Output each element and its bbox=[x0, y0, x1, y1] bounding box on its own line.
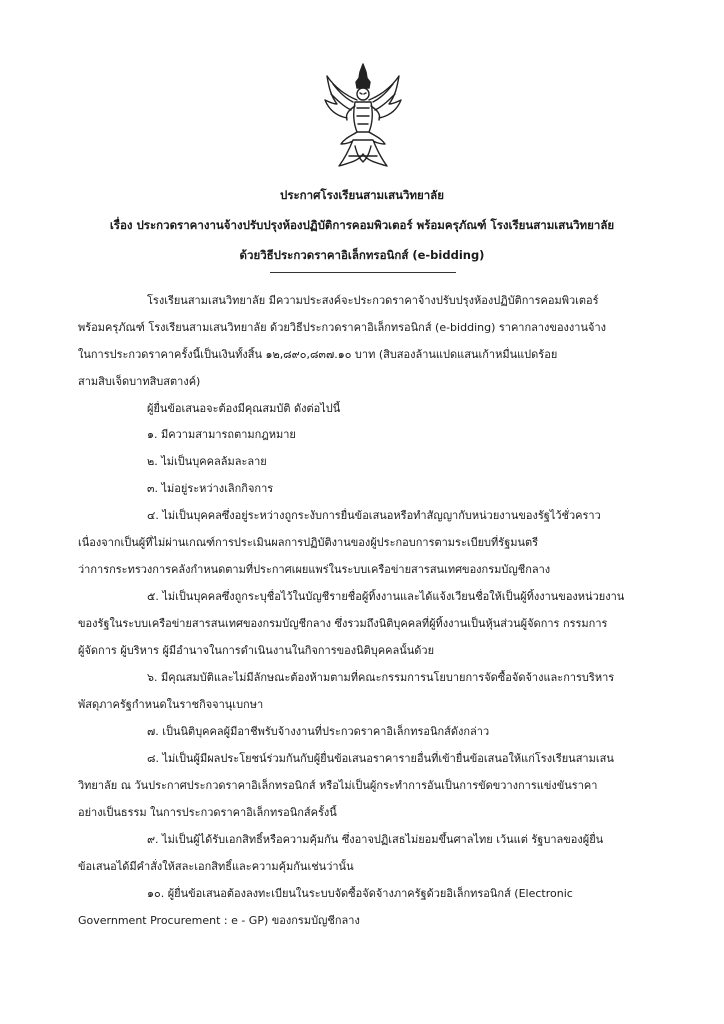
list-item: ๕. ไม่เป็นบุคคลซึ่งถูกระบุชื่อไว้ในบัญชีรายชื่อผู้ทิ้งงานและได้แจ้งเวียนชื่อให้เป็นผู้ทิ้งงานของหน่วยงาน bbox=[147, 590, 625, 603]
list-item: ๔. ไม่เป็นบุคคลซึ่งอยู่ระหว่างถูกระงับการยื่นข้อเสนอหรือทำสัญญากับหน่วยงานของรัฐไว้ชั่วคราว bbox=[147, 509, 601, 522]
list-item: ๓. ไม่อยู่ระหว่างเลิกกิจการ bbox=[147, 482, 274, 495]
body-line: สามสิบเจ็ดบาทสิบสตางค์) bbox=[78, 375, 201, 388]
subject-line: เรื่อง ประกวดราคางานจ้างปรับปรุงห้องปฏิบัติการคอมพิวเตอร์ พร้อมครุภัณฑ์ โรงเรียนสามเสนวิทยาลัย bbox=[109, 218, 615, 232]
body-line: ข้อเสนอได้มีคำสั่งให้สละเอกสิทธิ์และความคุ้มกันเช่นว่านั้น bbox=[78, 860, 354, 873]
body-line: ในการประกวดราคาครั้งนี้เป็นเงินทั้งสิ้น ๑๒,๘๙๐,๘๓๗.๑๐ บาท (สิบสองล้านแปดแสนเก้าหมื่นแปดร้อย bbox=[78, 348, 558, 361]
body-line: ผู้จัดการ ผู้บริหาร ผู้มีอำนาจในการดำเนินงานในกิจการของนิติบุคคลนั้นด้วย bbox=[78, 644, 435, 657]
body-line: ของรัฐในระบบเครือข่ายสารสนเทศของกรมบัญชีกลาง ซึ่งรวมถึงนิติบุคคลที่ผู้ทิ้งงานเป็นหุ้นส่วนผู้จัดการ กรรมการ bbox=[78, 617, 608, 630]
body-line: วิทยาลัย ณ วันประกาศประกวดราคาอิเล็กทรอนิกส์ หรือไม่เป็นผู้กระทำการอันเป็นการขัดขวางการแข่งขันราคา bbox=[78, 779, 598, 792]
title-divider bbox=[270, 272, 456, 273]
body-line: พัสดุภาครัฐกำหนดในราชกิจจานุเบกษา bbox=[78, 698, 264, 711]
body-line: Government Procurement : e - GP) ของกรมบัญชีกลาง bbox=[78, 914, 360, 927]
body-line: โรงเรียนสามเสนวิทยาลัย มีความประสงค์จะประกวดราคาจ้างปรับปรุงห้องปฏิบัติการคอมพิวเตอร์ bbox=[147, 294, 599, 307]
body-line: ผู้ยื่นข้อเสนอจะต้องมีคุณสมบัติ ดังต่อไปนี้ bbox=[147, 402, 341, 415]
list-item: ๑. มีความสามารถตามกฎหมาย bbox=[147, 428, 296, 441]
body-line: ว่าการกระทรวงการคลังกำหนดตามที่ประกาศเผยแพร่ในระบบเครือข่ายสารสนเทศของกรมบัญชีกลาง bbox=[78, 563, 551, 576]
method-line: ด้วยวิธีประกวดราคาอิเล็กทรอนิกส์ (e-bidding) bbox=[239, 248, 485, 262]
body-line: อย่างเป็นธรรม ในการประกวดราคาอิเล็กทรอนิกส์ครั้งนี้ bbox=[78, 806, 337, 819]
body-line: เนื่องจากเป็นผู้ที่ไม่ผ่านเกณฑ์การประเมินผลการปฏิบัติงานของผู้ประกอบการตามระเบียบที่รัฐมนตรี bbox=[78, 536, 539, 549]
list-item: ๙. ไม่เป็นผู้ได้รับเอกสิทธิ์หรือความคุ้มกัน ซึ่งอาจปฏิเสธไม่ยอมขึ้นศาลไทย เว้นแต่ รัฐบาลของผู้ยื่น bbox=[147, 833, 604, 846]
list-item: ๘. ไม่เป็นผู้มีผลประโยชน์ร่วมกันกับผู้ยื่นข้อเสนอราคารายอื่นที่เข้ายื่นข้อเสนอให้แก่โรงเรียนสามเสน bbox=[147, 752, 614, 765]
list-item: ๒. ไม่เป็นบุคคลล้มละลาย bbox=[147, 455, 267, 468]
list-item: ๗. เป็นนิติบุคคลผู้มีอาชีพรับจ้างงานที่ประกวดราคาอิเล็กทรอนิกส์ดังกล่าว bbox=[147, 725, 490, 738]
list-item: ๑๐. ผู้ยื่นข้อเสนอต้องลงทะเบียนในระบบจัดซื้อจัดจ้างภาครัฐด้วยอิเล็กทรอนิกส์ (Electronic bbox=[147, 887, 573, 900]
garuda-emblem bbox=[319, 62, 407, 172]
announcement-title: ประกาศโรงเรียนสามเสนวิทยาลัย bbox=[280, 188, 444, 202]
body-line: พร้อมครุภัณฑ์ โรงเรียนสามเสนวิทยาลัย ด้วยวิธีประกวดราคาอิเล็กทรอนิกส์ (e-bidding) ราคากลางของงานจ้าง bbox=[78, 321, 606, 334]
list-item: ๖. มีคุณสมบัติและไม่มีลักษณะต้องห้ามตามที่คณะกรรมการนโยบายการจัดซื้อจัดจ้างและการบริหาร bbox=[147, 671, 615, 684]
